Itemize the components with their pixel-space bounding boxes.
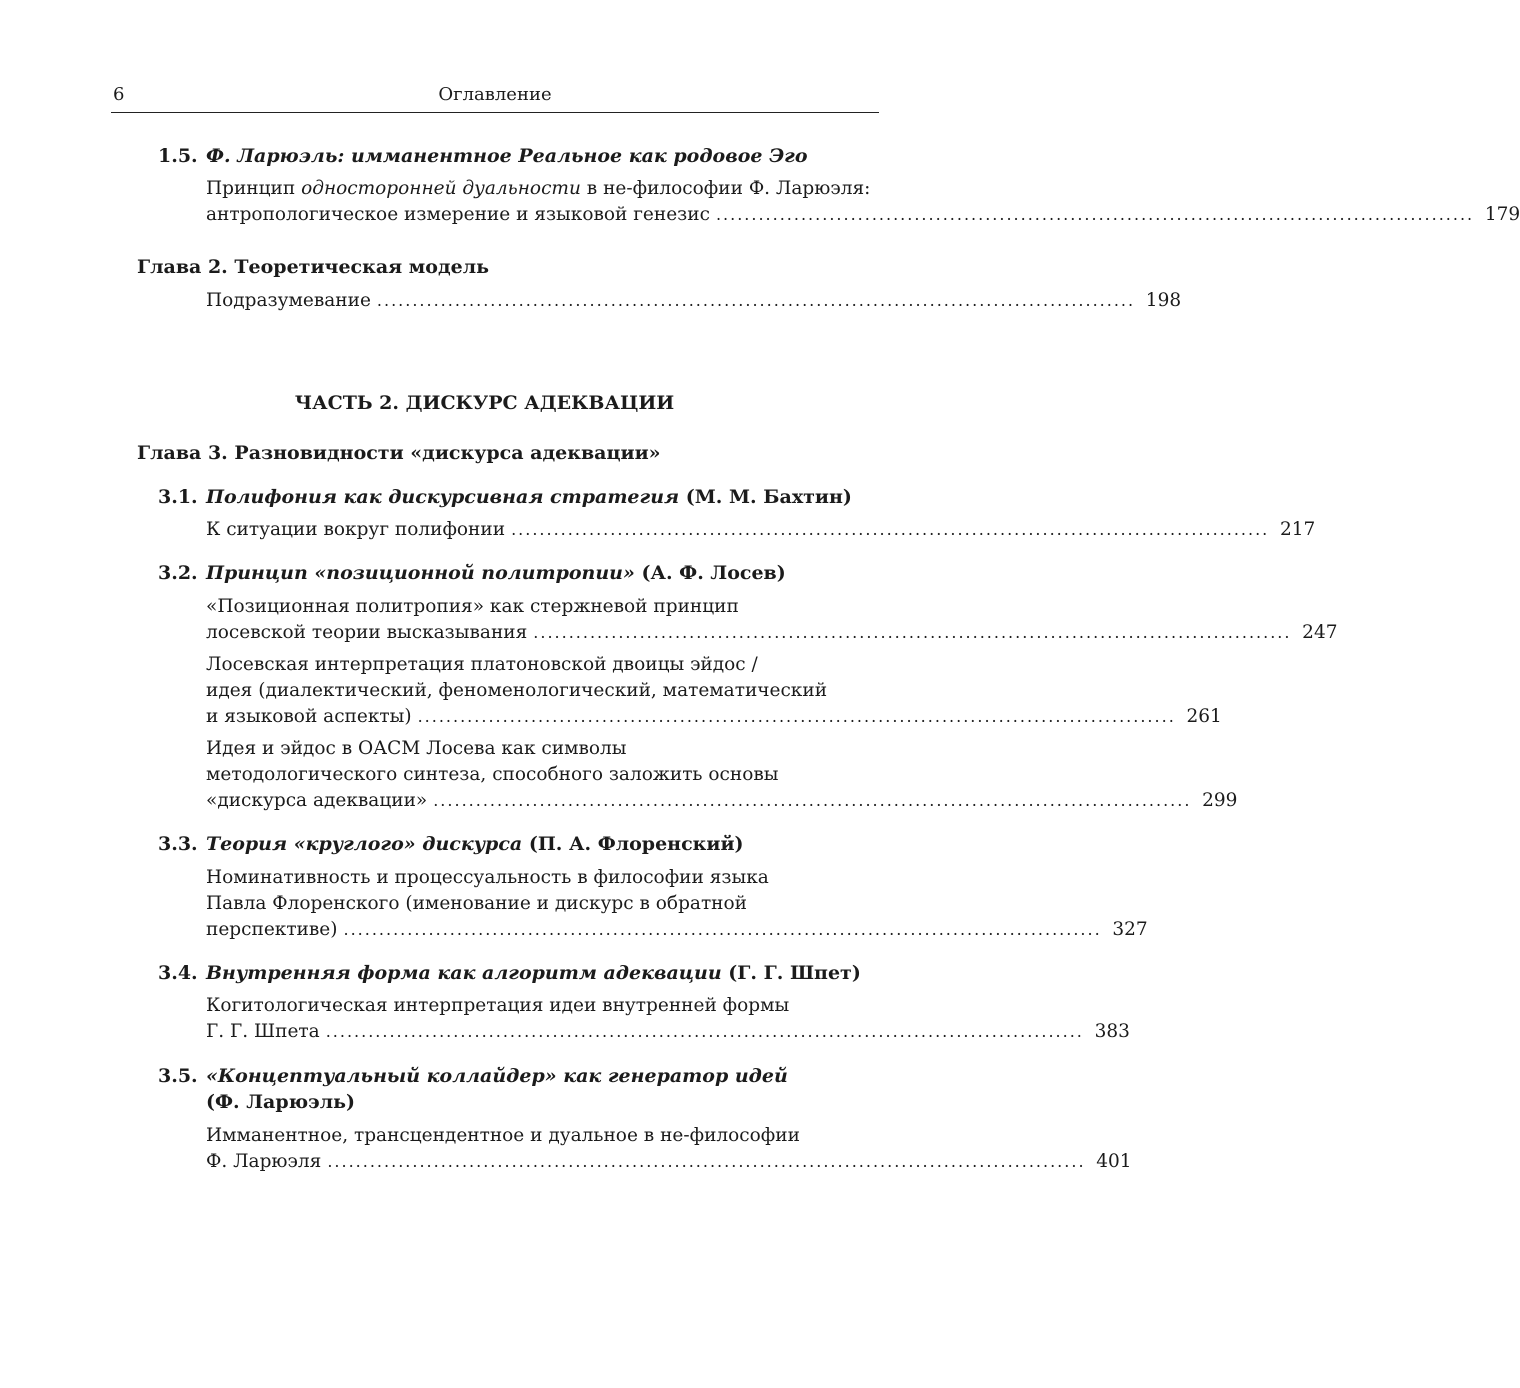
toc-entry-3-5-1[interactable]: [206, 1123, 1132, 1175]
dot-leader: ...........................................................................................................: [417, 707, 1176, 726]
toc-entry-3-2-3[interactable]: [206, 736, 1238, 814]
toc-entry-text: и языковой аспекты): [206, 706, 412, 727]
section-title-author: (М. М. Бахтин): [679, 486, 852, 508]
section-title-1-5-italic: Ф. Ларюэль: имманентное Реальное как родовое Эго: [206, 145, 808, 167]
page-ref: 198: [1145, 290, 1182, 311]
toc-entry-text: Принцип: [206, 178, 302, 199]
toc-entry-3-2-2[interactable]: [206, 652, 1222, 730]
toc-entry-line: Павла Флоренского (именование и дискурс в обратной: [206, 893, 747, 914]
toc-entry-last-line: [206, 917, 1148, 943]
toc-entry-last-line: [206, 620, 1338, 646]
toc-entry-last-line: [206, 202, 1520, 228]
section-title-3-3: [206, 833, 744, 855]
toc-entry-line: Идея и эйдос в ОАСМ Лосева как символы: [206, 738, 627, 759]
page-ref: 217: [1279, 519, 1316, 540]
page-header: [111, 82, 879, 113]
section-title-author: (П. А. Флоренский): [522, 833, 744, 855]
toc-entry-line: «Позиционная политропия» как стержневой принцип: [206, 596, 739, 617]
dot-leader: ...........................................................................................................: [327, 1152, 1086, 1171]
page-ref: 299: [1202, 790, 1238, 811]
toc-entry-line: [206, 176, 880, 202]
section-title-1-5: [206, 145, 808, 167]
toc-entry-last-line: [206, 788, 1238, 814]
section-title-italic: Теория «круглого» дискурса: [206, 833, 523, 855]
toc-entry-text: лосевской теории высказывания: [206, 622, 528, 643]
page-ref: 261: [1186, 706, 1222, 727]
page-ref: 401: [1096, 1151, 1132, 1172]
part-2-title: ЧАСТЬ 2. ДИСКУРС АДЕКВАЦИИ: [294, 392, 675, 414]
toc-entry-last-line: [206, 288, 1182, 314]
running-title: Оглавление: [438, 84, 552, 105]
dot-leader: ...........................................................................................................: [511, 520, 1270, 539]
section-number-3-2: 3.2.: [158, 562, 198, 584]
dot-leader: ...........................................................................................................: [433, 791, 1192, 810]
section-title-italic: Внутренняя форма как алгоритм адеквации: [206, 962, 722, 984]
toc-entry-text: Подразумевание: [206, 290, 371, 311]
chapter-3-title: Глава 3. Разновидности «дискурса адеквации»: [137, 442, 661, 464]
toc-entry-last-line: [206, 517, 1316, 543]
dot-leader: ...........................................................................................................: [376, 291, 1136, 310]
page-ref: 179: [1484, 204, 1520, 225]
dot-leader: ...........................................................................................................: [715, 205, 1475, 224]
toc-entry-3-3-1[interactable]: [206, 865, 1148, 943]
section-title-italic: Принцип «позиционной политропии»: [206, 562, 635, 584]
toc-entry-text: «дискурса адеквации»: [206, 790, 428, 811]
toc-entry-text: антропологическое измерение и языковой генезис: [206, 204, 710, 225]
toc-entry-last-line: [206, 1149, 1132, 1175]
section-title-italic: Полифония как дискурсивная стратегия: [206, 486, 680, 508]
page-number: 6: [113, 84, 125, 105]
section-number-3-5: 3.5.: [158, 1065, 198, 1087]
page-ref: 327: [1112, 919, 1148, 940]
section-title-author: (Г. Г. Шпет): [721, 962, 861, 984]
toc-entry-line: Номинативность и процессуальность в философии языка: [206, 867, 769, 888]
section-number-3-1: 3.1.: [158, 486, 198, 508]
toc-entry-last-line: [206, 704, 1222, 730]
page-ref: 383: [1094, 1021, 1130, 1042]
dot-leader: ...........................................................................................................: [533, 623, 1292, 642]
section-title-3-1: [206, 486, 852, 508]
toc-entry-line: Лосевская интерпретация платоновской двоицы эйдос /: [206, 654, 758, 675]
page-ref: 247: [1302, 622, 1338, 643]
toc-entry-last-line: [206, 1019, 1130, 1045]
toc-entry-line: идея (диалектический, феноменологический, математический: [206, 680, 828, 701]
section-number-1-5: 1.5.: [158, 145, 198, 167]
section-title-3-5: [206, 1065, 788, 1087]
section-title-3-5-author: (Ф. Ларюэль): [206, 1091, 355, 1113]
section-number-3-3: 3.3.: [158, 833, 198, 855]
toc-entry-line: Имманентное, трансцендентное и дуальное в не-философии: [206, 1125, 800, 1146]
toc-entry-ch2-1[interactable]: [206, 288, 1182, 314]
toc-entry-3-4-1[interactable]: [206, 993, 1130, 1045]
section-title-italic: «Концептуальный коллайдер» как генератор идей: [206, 1065, 788, 1087]
toc-entry-line: методологического синтеза, способного заложить основы: [206, 764, 779, 785]
toc-entry-text: Ф. Ларюэля: [206, 1151, 322, 1172]
toc-entry-text: перспективе): [206, 919, 338, 940]
toc-entry-1-5-1[interactable]: [206, 176, 1520, 228]
section-title-3-4: [206, 962, 861, 984]
toc-entry-3-2-1[interactable]: [206, 594, 1338, 646]
toc-entry-line: Когитологическая интерпретация идеи внутренней формы: [206, 995, 790, 1016]
section-number-3-4: 3.4.: [158, 962, 198, 984]
dot-leader: ...........................................................................................................: [343, 920, 1102, 939]
toc-entry-text: К ситуации вокруг полифонии: [206, 519, 506, 540]
toc-entry-3-1-1[interactable]: [206, 517, 1316, 543]
toc-entry-text: Г. Г. Шпета: [206, 1021, 320, 1042]
dot-leader: ...........................................................................................................: [325, 1022, 1084, 1041]
section-title-3-2: [206, 562, 786, 584]
toc-entry-italic: односторонней дуальности: [301, 178, 581, 199]
section-title-author: (А. Ф. Лосев): [634, 562, 786, 584]
chapter-2-title: Глава 2. Теоретическая модель: [137, 256, 490, 278]
toc-entry-text: в не-философии Ф. Ларюэля:: [580, 178, 871, 199]
